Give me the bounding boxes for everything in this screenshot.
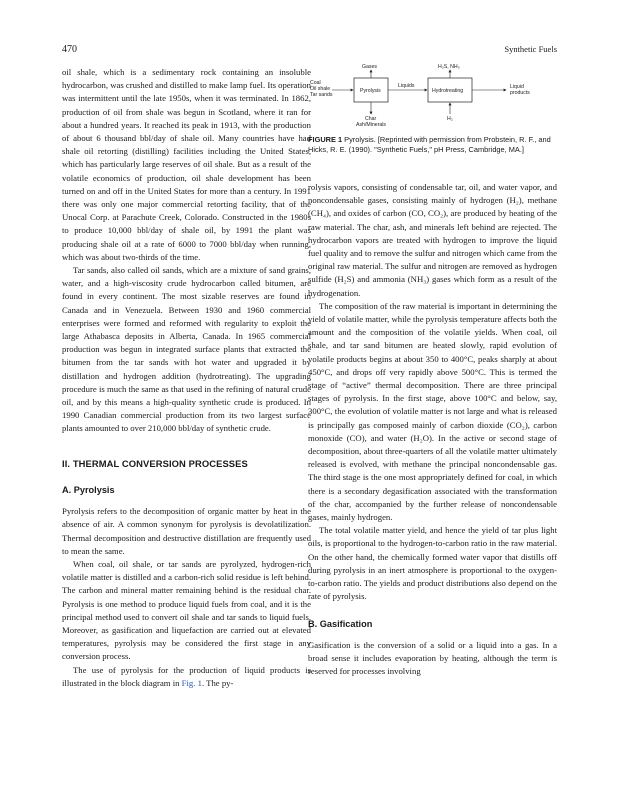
caption-text: Pyrolysis. [Reprinted with permission from Probstein, R. F., and Hicks, R. E. (1990). "Synthetic Fuels," pH Press, Cambridge, MA.] — [308, 135, 551, 155]
input-label-oil-shale: Oil shale — [310, 86, 331, 92]
pyrolysis-label: Pyrolysis — [360, 88, 381, 94]
h2-label: H₂ — [447, 116, 453, 122]
subsection-heading: A. Pyrolysis — [62, 484, 115, 495]
paragraph: Pyrolysis refers to the decomposition of organic matter by heat in the absence of air. A common synonym for pyrolysis is devolatilization. Thermal decomposition and destructive distillation are frequently used to mean the same. — [62, 506, 311, 556]
paragraph: rolysis vapors, consisting of condensable tar, oil, and water vapor, and noncondensable gases, consisting mainly of hydrogen (H₂), methane (CH₄), and oxides of carbon (CO, CO₂), are produced by heating of the raw material. The char, ash, and minerals left behind are rejected. The hydrocarbon vapors are treated with hydrogen to improve the liquid fuel quality and to remove the sulfur and nitrogen which came from the original raw material. The sulfur and nitrogen are removed as hydrogen sulfide (H₂S) and ammonia (NH₃) gases which form as a result of the hydrogenation. — [308, 182, 557, 298]
subsection-heading: B. Gasification — [308, 618, 373, 629]
figure-caption — [308, 135, 557, 155]
figure-link[interactable]: Fig. 1 — [181, 677, 202, 688]
pyrolysis-block-diagram — [308, 62, 557, 132]
text-span: . The py- — [201, 677, 234, 688]
paragraph: The total volatile matter yield, and hence the yield of tar plus light oils, is proportional to the hydrogen-to-carbon ratio in the raw material. On the other hand, the chemically formed water vapor that distills off during pyrolysis in an inert atmosphere is proportional to the oxygen-to-carbon ratio. The yields and product distributions also depend on the rate of pyrolysis. — [308, 525, 557, 602]
caption-label: FIGURE 1 — [308, 135, 343, 144]
hydrotreating-label: Hydrotreating — [432, 88, 464, 94]
running-title: Synthetic Fuels — [504, 44, 557, 54]
input-label-tar-sands: Tar sands — [310, 92, 333, 98]
ash-label: Ash/Minerals — [356, 122, 386, 128]
paragraph: Tar sands, also called oil sands, which are a mixture of sand grains, water, and a high-viscosity crude hydrocarbon called bitumen, are found in every continent. The most sizable reserves are found in Canada and in Venezuela. Between 1930 and 1960 commercial enterprises were formed and reformed with regularity to exploit the large Athabasca deposits in Alberta, Canada. In 1965 commercial production was begun in integrated surface plants that extracted the bitumen from the tar sands with hot water and upgraded it by distillation and hydrogen addition (hydrotreating). The upgrading procedure is much the same as that used in the refining of natural crude oil, and by this means a high-quality synthetic crude is produced. In 1990 Canadian commercial production from its two largest surface plants amounted to over 210,000 bbl/day of synthetic crude. — [62, 265, 311, 434]
gases-label: Gases — [362, 64, 377, 70]
input-label-coal: Coal — [310, 80, 321, 86]
char-label: Char — [365, 116, 377, 122]
h2s-nh3-label: H₂S, NH₃ — [438, 64, 460, 70]
liquid-products-label: Liquid — [510, 84, 524, 90]
left-column — [62, 66, 311, 690]
liquid-products-label: products — [510, 90, 530, 96]
text-span: The use of pyrolysis for the production of liquid products is illustrated in the block diagram in — [62, 664, 311, 688]
page-number: 470 — [62, 44, 77, 55]
section-heading: II. THERMAL CONVERSION PROCESSES — [62, 457, 248, 469]
right-column — [308, 181, 557, 678]
paragraph: Gasification is the conversion of a solid or a liquid into a gas. In a broad sense it includes evaporation by heating, although the term is reserved for processes involving — [308, 639, 557, 677]
paragraph: The composition of the raw material is important in determining the yield of volatile matter, while the pyrolysis temperature affects both the amount and the composition of the volatile yields. When coal, oil shale, and tar sand bitumen are heated slowly, rapid evolution of volatile products begins at about 350 to 400°C, peaks sharply at about 450°C, and drops off very rapidly above 500°C. This is termed the stage of “active” thermal decomposition. There are three principal stages of pyrolysis. In the first stage, above 100°C and below, say, 300°C, the evolution of volatile matter is not large and what is released is principally gas composed mainly of carbon dioxide (CO₂), carbon monoxide (CO), and water (H₂O). In the active or second stage of decomposition, about three-quarters of all the volatile matter ultimately released is evolved, with methane the principal noncondensable gas. The third stage is the one most appropriately defined for coal, in which there is a secondary degasification associated with the transformation of the char, accompanied by the further release of noncondensable gases, mainly hydrogen. — [308, 300, 557, 523]
liquids-label: Liquids — [398, 83, 415, 89]
paragraph — [62, 664, 311, 690]
figure-1-diagram — [308, 62, 557, 132]
paragraph: When coal, oil shale, or tar sands are pyrolyzed, hydrogen-rich volatile matter is distilled and a carbon-rich solid residue is left behind. The carbon and mineral matter remaining behind is the residual char. Pyrolysis is one method to produce liquid fuels from coal, and it is the principal method used to convert oil shale and tar sands to liquid fuels. Moreover, as gasification and liquefaction are carried out at elevated temperatures, pyrolysis may be considered the first stage in any conversion process. — [62, 558, 311, 662]
paragraph: oil shale, which is a sedimentary rock containing an insoluble hydrocarbon, was crushed and distilled to make lamp fuel. Its operation was intermittent until the late 1950s, when it was terminated. In 1862, production of oil from shale was begun in Scotland, where it ran for about a hundred years. It reached its peak in 1913, with the production of about 6 thousand bbl/day of shale oil. Many countries have had shale oil retorting (distilling) facilities including the United States, which has particularly large reserves of oil shale. But as a result of the volatile economics of production, oil shale development has been turned on and off in the United States for more than a century. In 1991 there was only one major commercial retorting facility, that of the Unocal Corp. at Parachute Creek, Colorado. Constructed in the 1980s to produce 10,000 bbl/day of shale oil, by 1991 the plant was producing shale oil at a rate of 6000 to 7000 bbl/day when running, which was about two-thirds of the time. — [62, 67, 311, 262]
